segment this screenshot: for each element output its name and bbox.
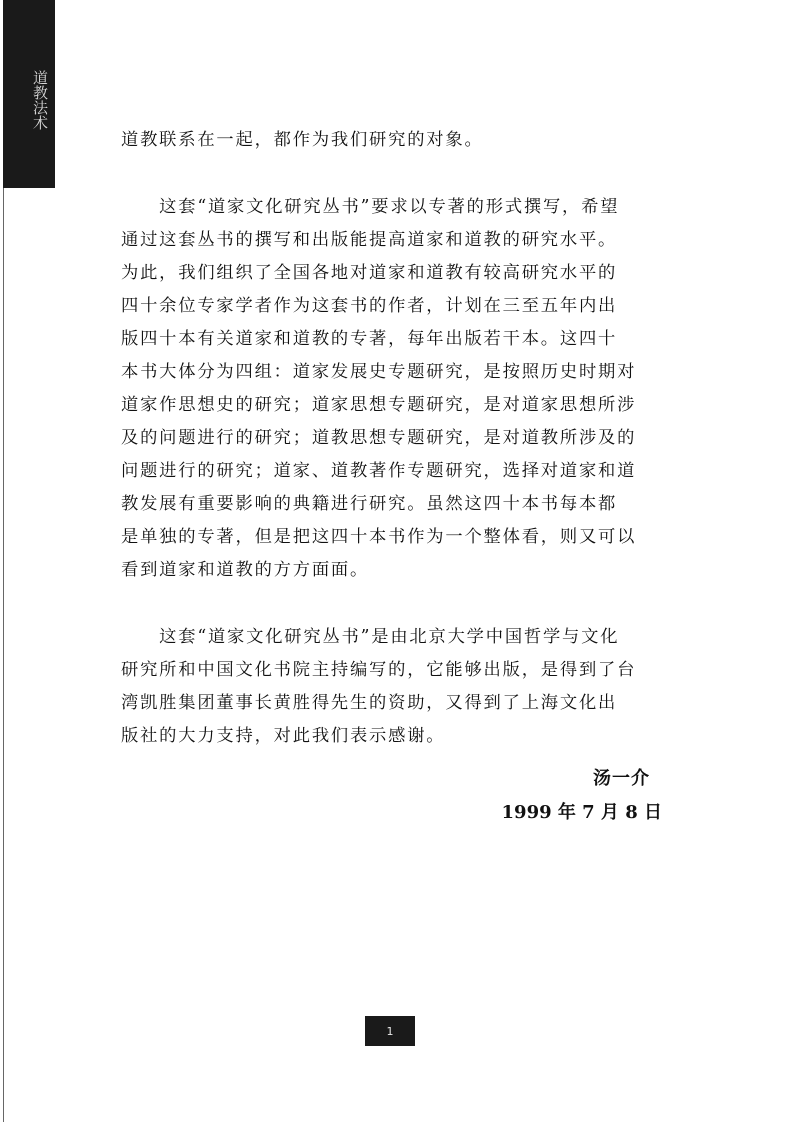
text-line: 看到道家和道教的方方面面。	[121, 560, 370, 580]
text-line: 这套“道家文化研究丛书”是由北京大学中国哲学与文化	[121, 627, 620, 647]
text-line: 版社的大力支持，对此我们表示感谢。	[121, 726, 446, 746]
text-line: 及的问题进行的研究；道教思想专题研究，是对道教所涉及的	[121, 428, 637, 448]
text-line: 研究所和中国文化书院主持编写的，它能够出版，是得到了台	[121, 660, 637, 680]
author-signature: 汤一介	[593, 768, 650, 789]
text-line: 这套“道家文化研究丛书”要求以专著的形式撰写，希望	[121, 197, 620, 217]
text-line: 问题进行的研究；道家、道教著作专题研究，选择对道家和道	[121, 461, 637, 481]
body-text	[121, 124, 677, 753]
text-line: 是单独的专著，但是把这四十本书作为一个整体看，则又可以	[121, 527, 637, 547]
signature-date: 1999 年 7 月 8 日	[501, 802, 662, 823]
text-line: 版四十本有关道家和道教的专著，每年出版若干本。这四十	[121, 329, 618, 349]
side-tab-label: 道教法术	[31, 70, 49, 130]
page-number: 1	[365, 1016, 415, 1046]
text-line: 教发展有重要影响的典籍进行研究。虽然这四十本书每本都	[121, 494, 618, 514]
text-line: 道家作思想史的研究；道家思想专题研究，是对道家思想所涉	[121, 395, 637, 415]
chapter-side-tab	[3, 0, 55, 188]
text-line: 本书大体分为四组：道家发展史专题研究，是按照历史时期对	[121, 362, 637, 382]
text-line: 湾凯胜集团董事长黄胜得先生的资助，又得到了上海文化出	[121, 693, 618, 713]
text-line: 通过这套丛书的撰写和出版能提高道家和道教的研究水平。	[121, 230, 618, 250]
text-line: 道教联系在一起，都作为我们研究的对象。	[121, 130, 484, 150]
text-line: 四十余位专家学者作为这套书的作者，计划在三至五年内出	[121, 296, 618, 316]
text-line: 为此，我们组织了全国各地对道家和道教有较高研究水平的	[121, 263, 618, 283]
